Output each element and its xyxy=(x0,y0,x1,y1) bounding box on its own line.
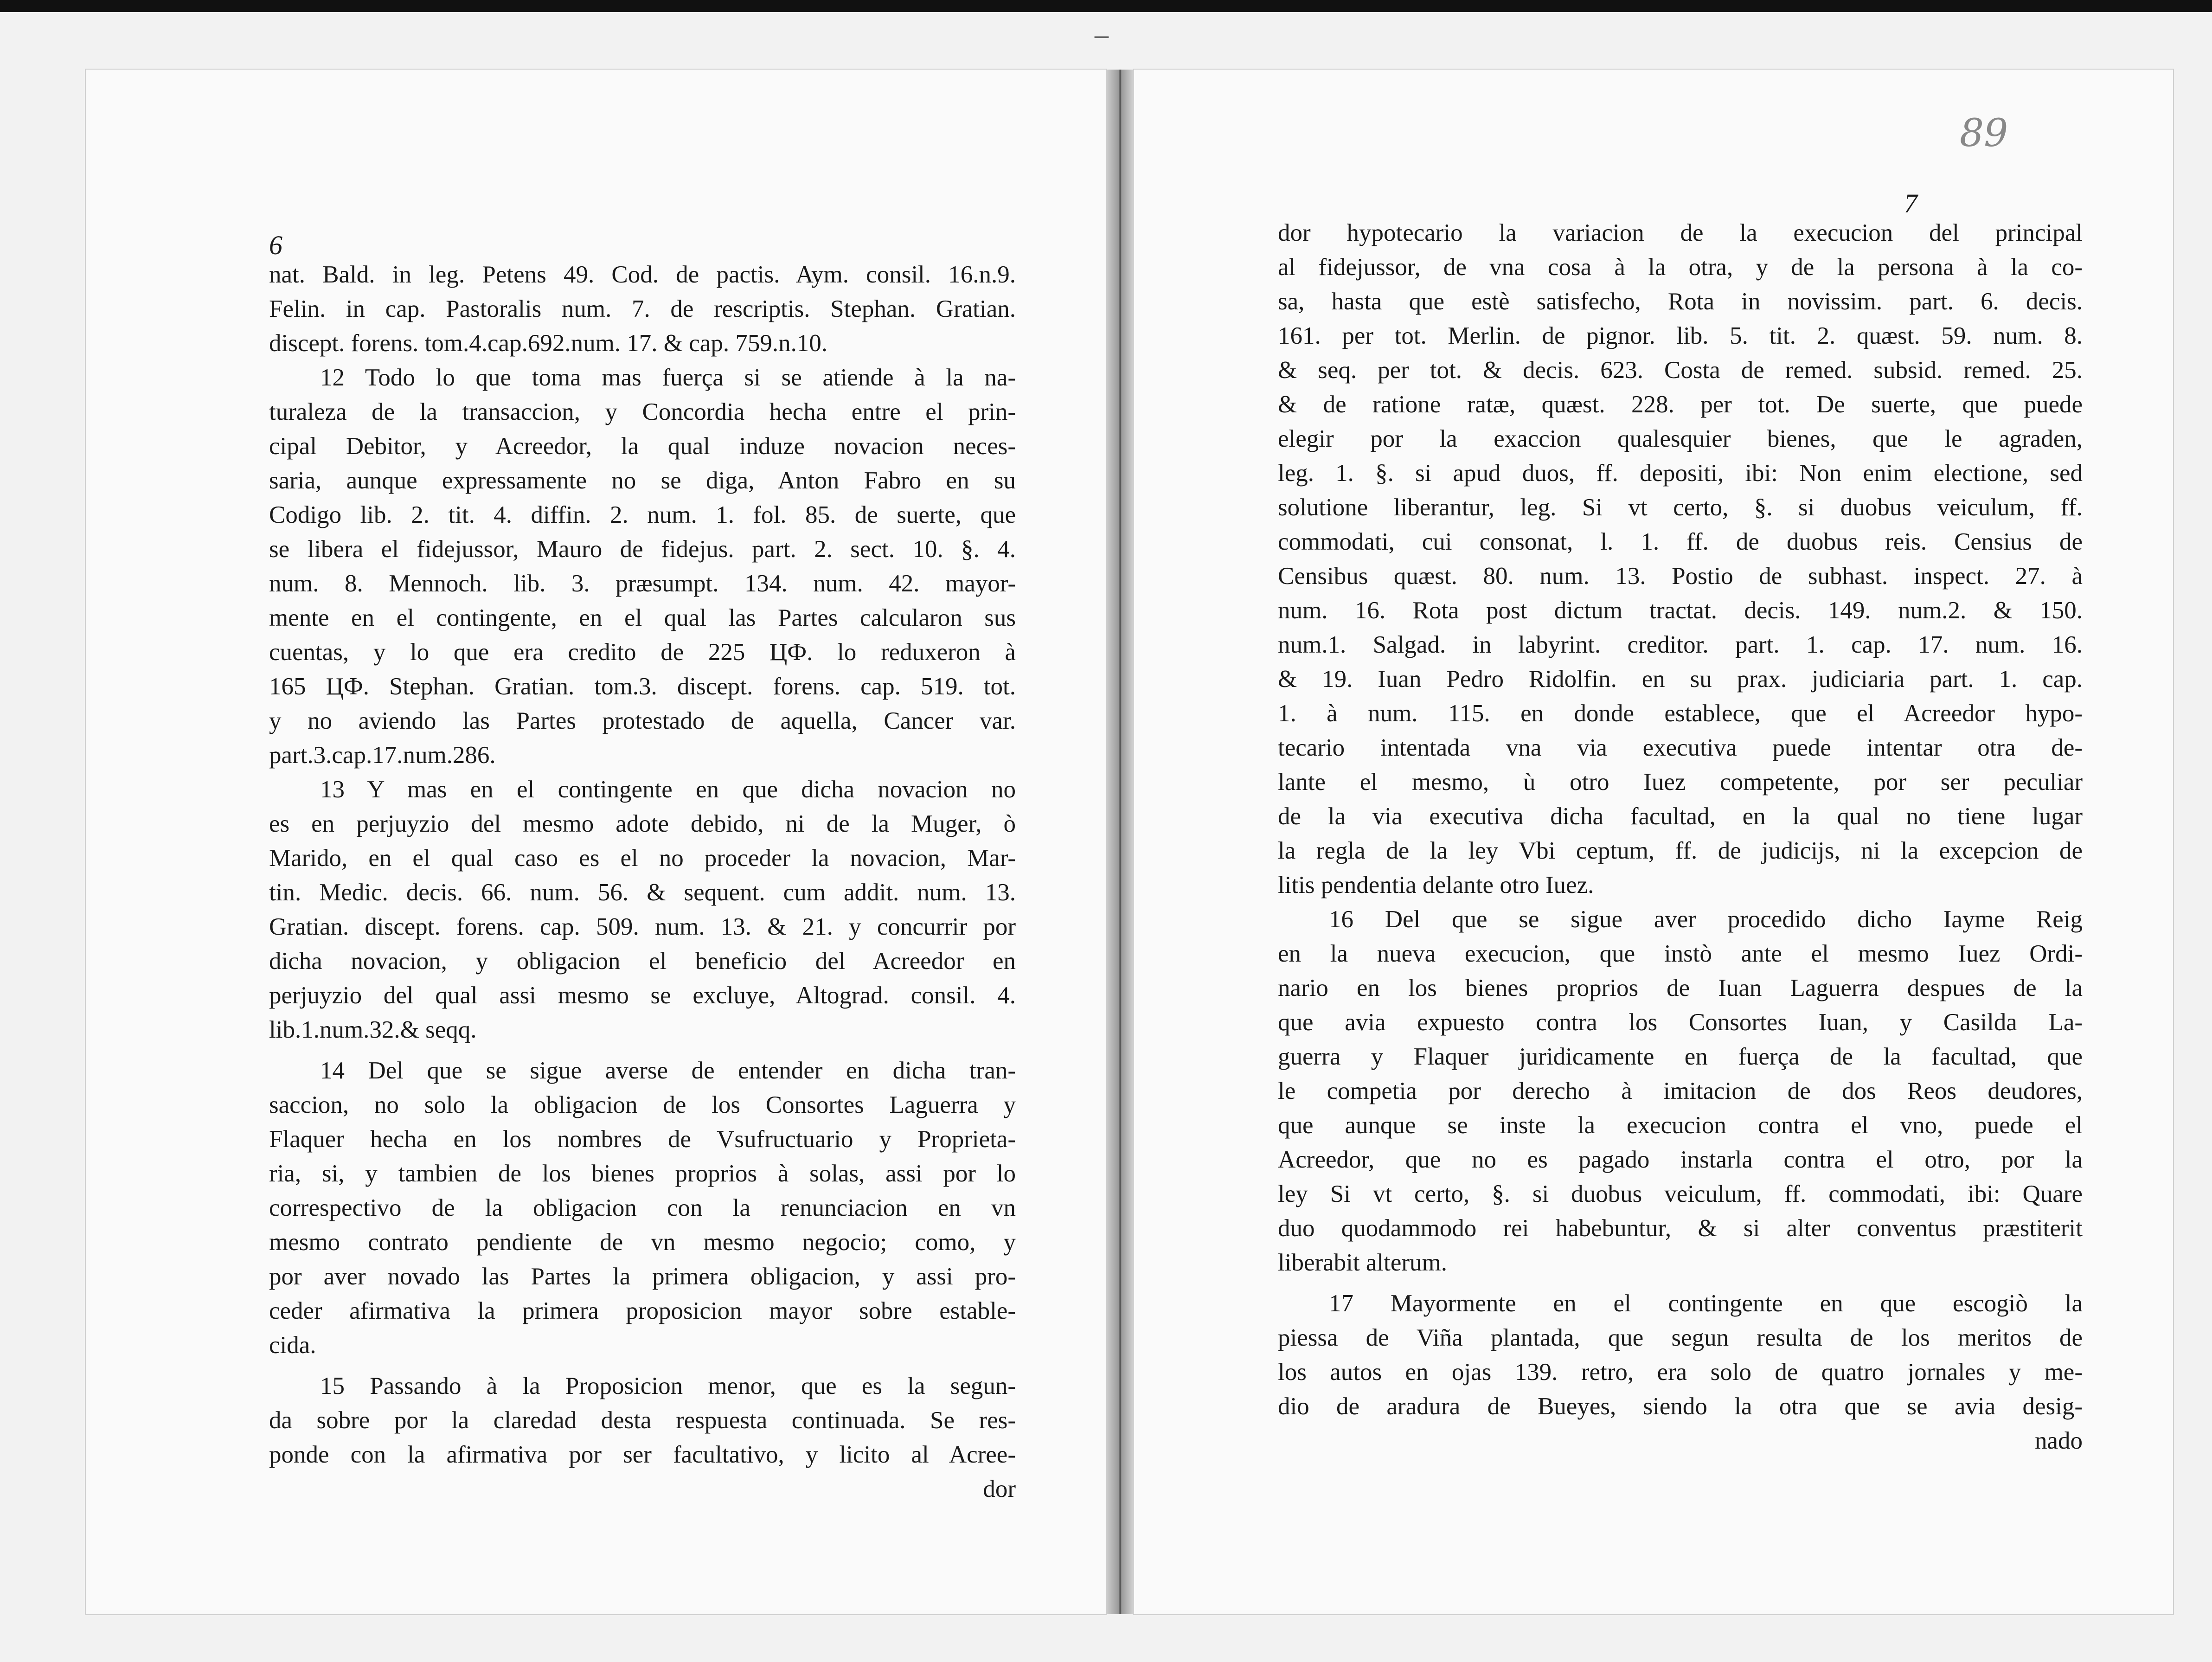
text-line: Felin. in cap. Pastoralis num. 7. de rescriptis. Stephan. Gratian. xyxy=(269,295,1016,322)
text-line: Acreedor, que no es pagado instarla contra el otro, por la xyxy=(1278,1146,2083,1173)
text-line: correspectivo de la obligacion con la renunciacion en vn xyxy=(269,1194,1016,1221)
text-line: 161. per tot. Merlin. de pignor. lib. 5. tit. 2. quæst. 59. num. 8. xyxy=(1278,322,2083,349)
text-line: nado xyxy=(2034,1427,2083,1454)
text-line: & de ratione ratæ, quæst. 228. per tot. De suerte, que puede xyxy=(1278,391,2083,418)
right-text-column xyxy=(1278,216,2083,1458)
text-line: da sobre por la claredad desta respuesta continuada. Se res- xyxy=(269,1407,1016,1434)
text-line: turaleza de la transaccion, y Concordia hecha entre el prin- xyxy=(269,398,1016,425)
text-line: dor hypotecario la variacion de la execucion del principal xyxy=(1278,219,2083,246)
text-line: num. 8. Mennoch. lib. 3. præsumpt. 134. num. 42. mayor- xyxy=(269,570,1016,597)
text-line: saria, aunque expressamente no se diga, Anton Fabro en su xyxy=(269,467,1016,494)
text-line: en la nueva execucion, que instò ante el mesmo Iuez Ordi- xyxy=(1278,940,2083,967)
text-line: num.1. Salgad. in labyrint. creditor. part. 1. cap. 17. num. 16. xyxy=(1278,631,2083,658)
text-line: dio de aradura de Bueyes, siendo la otra que se avia desig- xyxy=(1278,1393,2083,1420)
text-line: nario en los bienes proprios de Iuan Laguerra despues de la xyxy=(1278,975,2083,1001)
text-line: 12 Todo lo que toma mas fuerça si se atiende à la na- xyxy=(320,364,1016,391)
text-line: que avia expuesto contra los Consortes Iuan, y Casilda La- xyxy=(1278,1009,2083,1036)
text-line: & seq. per tot. & decis. 623. Costa de remed. subsid. remed. 25. xyxy=(1278,357,2083,384)
text-line: los autos en ojas 139. retro, era solo de quatro jornales y me- xyxy=(1278,1359,2083,1386)
text-line: lante el mesmo, ù otro Iuez competente, por ser peculiar xyxy=(1278,769,2083,796)
text-line: guerra y Flaquer juridicamente en fuerça de la facultad, que xyxy=(1278,1043,2083,1070)
text-line: se libera el fidejussor, Mauro de fidejus. part. 2. sect. 10. §. 4. xyxy=(269,536,1016,563)
text-line: & 19. Iuan Pedro Ridolfin. en su prax. judiciaria part. 1. cap. xyxy=(1278,666,2083,693)
page-number: 6 xyxy=(269,230,282,260)
text-line: mesmo contrato pendiente de vn mesmo negocio; como, y xyxy=(269,1229,1016,1256)
text-line: de la via executiva dicha facultad, en la qual no tiene lugar xyxy=(1278,803,2083,830)
text-line: 16 Del que se sigue aver procedido dicho Iayme Reig xyxy=(1329,906,2083,933)
text-line: cuentas, y lo que era credito de 225 ЦФ. lo reduxeron à xyxy=(269,639,1016,666)
text-line: por aver novado las Partes la primera obligacion, y assi pro- xyxy=(269,1263,1016,1290)
text-line: cida. xyxy=(269,1332,316,1359)
text-line: mente en el contingente, en el qual las Partes calcularon sus xyxy=(269,604,1016,631)
text-line: 17 Mayormente en el contingente en que escogiò la xyxy=(1329,1290,2083,1317)
text-line: ria, si, y tambien de los bienes proprios à solas, assi por lo xyxy=(269,1160,1016,1187)
text-line: ley Si vt certo, §. si duobus veiculum, ff. commodati, ibi: Quare xyxy=(1278,1181,2083,1207)
text-line: piessa de Viña plantada, que segun resulta de los meritos de xyxy=(1278,1324,2083,1351)
text-line: Gratian. discept. forens. cap. 509. num. 13. & 21. y concurrir por xyxy=(269,913,1016,940)
scan-mark: – xyxy=(1095,19,1109,50)
left-page xyxy=(86,70,1106,1614)
text-line: ceder afirmativa la primera proposicion mayor sobre establе- xyxy=(269,1297,1016,1324)
text-line: litis pendentia delante otro Iuez. xyxy=(1278,872,1594,898)
text-line: nat. Bald. in leg. Petens 49. Cod. de pactis. Aym. consil. 16.n.9. xyxy=(269,261,1016,288)
text-line: solutione liberantur, leg. Si vt certo, §. si duobus veiculum, ff. xyxy=(1278,494,2083,521)
text-line: es en perjuyzio del mesmo adote debido, ni de la Muger, ò xyxy=(269,810,1016,837)
text-line: tin. Medic. decis. 66. num. 56. & sequent. cum addit. num. 13. xyxy=(269,879,1016,906)
text-line: 165 ЦФ. Stephan. Gratian. tom.3. discept. forens. cap. 519. tot. xyxy=(269,673,1016,700)
text-line: 14 Del que se sigue averse de entender en dicha tran- xyxy=(320,1057,1016,1084)
text-line: dor xyxy=(983,1476,1016,1502)
text-line: sa, hasta que estè satisfecho, Rota in novissim. part. 6. decis. xyxy=(1278,288,2083,315)
text-line: 15 Passando à la Proposicion menor, que es la segun- xyxy=(320,1373,1016,1399)
left-text-column xyxy=(269,257,1016,1506)
text-line: Codigo lib. 2. tit. 4. diffin. 2. num. 1. fol. 85. de suerte, que xyxy=(269,501,1016,528)
page-number: 7 xyxy=(1904,188,1917,218)
scan-top-border xyxy=(0,0,2212,12)
text-line: que aunque se inste la execucion contra el vno, puede el xyxy=(1278,1112,2083,1139)
text-line: 13 Y mas en el contingente en que dicha novacion no xyxy=(320,776,1016,803)
text-line: Censibus quæst. 80. num. 13. Postio de subhast. inspect. 27. à xyxy=(1278,563,2083,590)
text-line: num. 16. Rota post dictum tractat. decis. 149. num.2. & 150. xyxy=(1278,597,2083,624)
text-line: commodati, cui consonat, l. 1. ff. de duobus reis. Censius de xyxy=(1278,528,2083,555)
text-line: discept. forens. tom.4.cap.692.num. 17. & cap. 759.n.10. xyxy=(269,330,828,357)
text-line: lib.1.num.32.& seqq. xyxy=(269,1016,477,1043)
text-line: ponde con la afirmativa por ser facultativo, y licito al Acree- xyxy=(269,1441,1016,1468)
text-line: Flaquer hecha en los nombres de Vsufructuario y Proprieta- xyxy=(269,1126,1016,1153)
text-line: elegir por la exaccion qualesquier bienes, que le agraden, xyxy=(1278,425,2083,452)
text-line: Marido, en el qual caso es el no proceder la novacion, Mar- xyxy=(269,845,1016,872)
text-line: liberabit alterum. xyxy=(1278,1249,1447,1276)
text-line: cipal Debitor, y Acreedor, la qual induze novacion neces- xyxy=(269,433,1016,460)
text-line: saccion, no solo la obligacion de los Consortes Laguerra y xyxy=(269,1091,1016,1118)
text-line: duo quodammodo rei habebuntur, & si alter conventus præstiterit xyxy=(1278,1215,2083,1242)
text-line: leg. 1. §. si apud duos, ff. depositi, ibi: Non enim electione, sed xyxy=(1278,460,2083,487)
text-line: y no aviendo las Partes protestado de aquella, Cancer var. xyxy=(269,707,1016,734)
text-line: tecario intentada vna via executiva puede intentar otra de- xyxy=(1278,734,2083,761)
text-line: 1. à num. 115. en donde establece, que el Acreedor hypo- xyxy=(1278,700,2083,727)
text-line: la regla de la ley Vbi ceptum, ff. de judicijs, ni la excepcion de xyxy=(1278,837,2083,864)
text-line: part.3.cap.17.num.286. xyxy=(269,742,496,769)
handwritten-folio: 89 xyxy=(1960,111,2008,155)
text-line: le competia por derecho à imitacion de dos Reos deudores, xyxy=(1278,1078,2083,1104)
text-line: perjuyzio del qual assi mesmo se excluye, Altograd. consil. 4. xyxy=(269,982,1016,1009)
book-gutter xyxy=(1106,70,1134,1614)
text-line: al fidejussor, de vna cosa à la otra, y de la persona à la co- xyxy=(1278,254,2083,281)
right-page xyxy=(1134,70,2173,1614)
text-line: dicha novacion, y obligacion el beneficio del Acreedor en xyxy=(269,948,1016,975)
